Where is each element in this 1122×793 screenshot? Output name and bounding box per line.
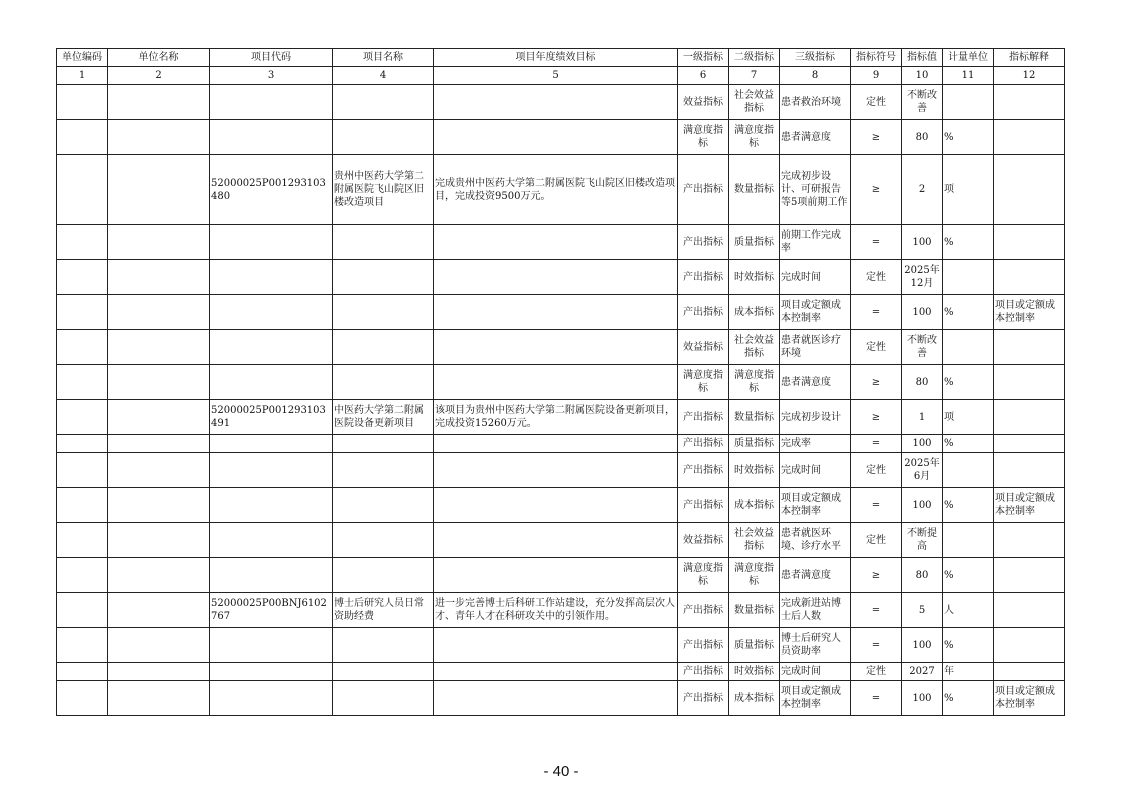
- cell-col-2: [108, 85, 210, 120]
- cell-col-8: 完成时间: [780, 260, 851, 295]
- cell-col-1: [57, 681, 108, 716]
- cell-col-1: [57, 120, 108, 155]
- cell-col-5: [434, 295, 678, 330]
- cell-col-8: 完成时间: [780, 453, 851, 488]
- cell-col-3: [210, 120, 333, 155]
- cell-col-2: [108, 155, 210, 225]
- cell-col-11: %: [943, 225, 994, 260]
- column-number: 1: [57, 67, 108, 85]
- cell-col-12: [994, 155, 1065, 225]
- header-cell: 项目名称: [333, 49, 434, 67]
- cell-col-8: 完成时间: [780, 663, 851, 681]
- cell-col-11: [943, 453, 994, 488]
- header-cell: 二级指标: [729, 49, 780, 67]
- cell-col-10: 100: [902, 295, 943, 330]
- cell-col-5: [434, 453, 678, 488]
- cell-col-3: [210, 260, 333, 295]
- cell-col-4: [333, 558, 434, 593]
- column-number: 8: [780, 67, 851, 85]
- cell-col-5: 完成贵州中医药大学第二附属医院飞山院区旧楼改造项目，完成投资9500万元。: [434, 155, 678, 225]
- table-row: [57, 330, 1065, 365]
- cell-col-11: [943, 85, 994, 120]
- cell-col-12: [994, 85, 1065, 120]
- table-row: [57, 120, 1065, 155]
- cell-col-9: ≥: [851, 558, 902, 593]
- cell-col-2: [108, 120, 210, 155]
- table-row: [57, 663, 1065, 681]
- cell-col-1: [57, 663, 108, 681]
- cell-col-10: 不断改善: [902, 330, 943, 365]
- cell-col-10: 2027: [902, 663, 943, 681]
- cell-col-9: =: [851, 628, 902, 663]
- cell-col-3: 52000025P001293103491: [210, 400, 333, 435]
- column-number: 6: [678, 67, 729, 85]
- cell-col-1: [57, 593, 108, 628]
- cell-col-12: 项目或定额成本控制率: [994, 681, 1065, 716]
- cell-col-11: %: [943, 365, 994, 400]
- cell-col-9: ≥: [851, 155, 902, 225]
- cell-col-9: =: [851, 225, 902, 260]
- table-row: [57, 365, 1065, 400]
- cell-col-10: 80: [902, 365, 943, 400]
- table-row: [57, 225, 1065, 260]
- cell-col-4: 贵州中医药大学第二附属医院飞山院区旧楼改造项目: [333, 155, 434, 225]
- cell-col-10: 2025年6月: [902, 453, 943, 488]
- cell-col-2: [108, 260, 210, 295]
- performance-table: [56, 48, 1065, 716]
- cell-col-1: [57, 155, 108, 225]
- cell-col-10: 100: [902, 488, 943, 523]
- cell-col-12: [994, 120, 1065, 155]
- cell-col-4: [333, 330, 434, 365]
- cell-col-9: 定性: [851, 523, 902, 558]
- cell-col-4: [333, 488, 434, 523]
- cell-col-10: 2: [902, 155, 943, 225]
- cell-col-9: =: [851, 593, 902, 628]
- table-row: [57, 400, 1065, 435]
- column-number: 2: [108, 67, 210, 85]
- cell-col-10: 80: [902, 120, 943, 155]
- cell-col-8: 项目或定额成本控制率: [780, 488, 851, 523]
- cell-col-11: [943, 523, 994, 558]
- cell-col-6: 产出指标: [678, 225, 729, 260]
- cell-col-4: [333, 295, 434, 330]
- cell-col-9: =: [851, 435, 902, 453]
- cell-col-3: [210, 663, 333, 681]
- cell-col-2: [108, 681, 210, 716]
- cell-col-3: [210, 558, 333, 593]
- cell-col-7: 数量指标: [729, 593, 780, 628]
- cell-col-11: 项: [943, 155, 994, 225]
- cell-col-5: [434, 558, 678, 593]
- column-number: 7: [729, 67, 780, 85]
- header-cell: 计量单位: [943, 49, 994, 67]
- cell-col-6: 效益指标: [678, 330, 729, 365]
- cell-col-2: [108, 400, 210, 435]
- cell-col-2: [108, 453, 210, 488]
- cell-col-8: 完成初步设计: [780, 400, 851, 435]
- cell-col-8: 项目或定额成本控制率: [780, 295, 851, 330]
- table-row: [57, 85, 1065, 120]
- cell-col-7: 满意度指标: [729, 365, 780, 400]
- column-number: 5: [434, 67, 678, 85]
- cell-col-11: %: [943, 295, 994, 330]
- cell-col-8: 患者满意度: [780, 120, 851, 155]
- cell-col-11: %: [943, 681, 994, 716]
- cell-col-6: 效益指标: [678, 85, 729, 120]
- cell-col-4: [333, 365, 434, 400]
- cell-col-3: [210, 681, 333, 716]
- cell-col-12: [994, 593, 1065, 628]
- cell-col-12: [994, 365, 1065, 400]
- cell-col-3: [210, 225, 333, 260]
- cell-col-11: %: [943, 488, 994, 523]
- cell-col-3: [210, 295, 333, 330]
- cell-col-10: 5: [902, 593, 943, 628]
- cell-col-5: [434, 365, 678, 400]
- cell-col-11: [943, 260, 994, 295]
- cell-col-4: [333, 681, 434, 716]
- cell-col-10: 100: [902, 225, 943, 260]
- cell-col-6: 产出指标: [678, 400, 729, 435]
- cell-col-9: ≥: [851, 120, 902, 155]
- cell-col-3: [210, 330, 333, 365]
- cell-col-4: [333, 225, 434, 260]
- header-cell: 项目年度绩效目标: [434, 49, 678, 67]
- cell-col-7: 质量指标: [729, 225, 780, 260]
- cell-col-12: [994, 628, 1065, 663]
- cell-col-12: [994, 330, 1065, 365]
- cell-col-5: [434, 85, 678, 120]
- cell-col-4: [333, 260, 434, 295]
- cell-col-7: 成本指标: [729, 488, 780, 523]
- table-row: [57, 155, 1065, 225]
- cell-col-12: [994, 523, 1065, 558]
- cell-col-1: [57, 260, 108, 295]
- cell-col-4: [333, 435, 434, 453]
- cell-col-6: 满意度指标: [678, 558, 729, 593]
- cell-col-1: [57, 365, 108, 400]
- cell-col-9: ≥: [851, 400, 902, 435]
- header-cell: 三级指标: [780, 49, 851, 67]
- cell-col-4: [333, 85, 434, 120]
- header-cell: 一级指标: [678, 49, 729, 67]
- cell-col-4: [333, 120, 434, 155]
- cell-col-7: 质量指标: [729, 435, 780, 453]
- column-number: 12: [994, 67, 1065, 85]
- cell-col-10: 2025年12月: [902, 260, 943, 295]
- cell-col-10: 80: [902, 558, 943, 593]
- header-cell: 单位编码: [57, 49, 108, 67]
- cell-col-9: =: [851, 295, 902, 330]
- cell-col-12: [994, 663, 1065, 681]
- cell-col-12: [994, 400, 1065, 435]
- cell-col-4: 博士后研究人员日常资助经费: [333, 593, 434, 628]
- cell-col-6: 产出指标: [678, 681, 729, 716]
- cell-col-6: 产出指标: [678, 295, 729, 330]
- cell-col-9: =: [851, 681, 902, 716]
- cell-col-12: 项目或定额成本控制率: [994, 295, 1065, 330]
- cell-col-1: [57, 85, 108, 120]
- cell-col-1: [57, 400, 108, 435]
- header-cell: 指标符号: [851, 49, 902, 67]
- cell-col-6: 产出指标: [678, 663, 729, 681]
- table-row: [57, 593, 1065, 628]
- table-row: [57, 523, 1065, 558]
- cell-col-1: [57, 558, 108, 593]
- cell-col-3: [210, 453, 333, 488]
- header-cell: 项目代码: [210, 49, 333, 67]
- cell-col-7: 数量指标: [729, 155, 780, 225]
- cell-col-5: [434, 523, 678, 558]
- cell-col-2: [108, 628, 210, 663]
- cell-col-12: [994, 225, 1065, 260]
- cell-col-11: %: [943, 120, 994, 155]
- cell-col-4: [333, 523, 434, 558]
- page-number: - 40 -: [543, 763, 579, 780]
- cell-col-2: [108, 558, 210, 593]
- table-row: [57, 558, 1065, 593]
- column-number-row: [57, 67, 1065, 85]
- cell-col-1: [57, 453, 108, 488]
- cell-col-2: [108, 593, 210, 628]
- cell-col-3: [210, 488, 333, 523]
- cell-col-11: [943, 330, 994, 365]
- cell-col-9: 定性: [851, 663, 902, 681]
- cell-col-2: [108, 488, 210, 523]
- cell-col-9: 定性: [851, 453, 902, 488]
- cell-col-7: 社会效益指标: [729, 523, 780, 558]
- cell-col-8: 患者救治环境: [780, 85, 851, 120]
- cell-col-7: 时效指标: [729, 260, 780, 295]
- cell-col-12: [994, 453, 1065, 488]
- column-number: 4: [333, 67, 434, 85]
- cell-col-7: 满意度指标: [729, 558, 780, 593]
- cell-col-3: [210, 85, 333, 120]
- cell-col-3: [210, 435, 333, 453]
- cell-col-3: [210, 628, 333, 663]
- table-row: [57, 260, 1065, 295]
- cell-col-3: [210, 523, 333, 558]
- cell-col-2: [108, 435, 210, 453]
- cell-col-1: [57, 488, 108, 523]
- cell-col-5: [434, 663, 678, 681]
- cell-col-4: [333, 663, 434, 681]
- cell-col-8: 患者就医诊疗环境: [780, 330, 851, 365]
- cell-col-5: [434, 225, 678, 260]
- table-row: [57, 453, 1065, 488]
- cell-col-7: 数量指标: [729, 400, 780, 435]
- cell-col-11: 项: [943, 400, 994, 435]
- table-row: [57, 628, 1065, 663]
- header-cell: 指标解释: [994, 49, 1065, 67]
- cell-col-7: 满意度指标: [729, 120, 780, 155]
- cell-col-2: [108, 225, 210, 260]
- cell-col-5: 进一步完善博士后科研工作站建设，充分发挥高层次人才、青年人才在科研攻关中的引领作用。: [434, 593, 678, 628]
- cell-col-12: [994, 558, 1065, 593]
- cell-col-3: 52000025P001293103480: [210, 155, 333, 225]
- cell-col-5: [434, 488, 678, 523]
- cell-col-8: 患者满意度: [780, 365, 851, 400]
- cell-col-2: [108, 330, 210, 365]
- cell-col-11: %: [943, 558, 994, 593]
- column-number: 10: [902, 67, 943, 85]
- cell-col-8: 完成率: [780, 435, 851, 453]
- cell-col-9: ≥: [851, 365, 902, 400]
- cell-col-6: 产出指标: [678, 155, 729, 225]
- cell-col-4: [333, 628, 434, 663]
- cell-col-12: [994, 435, 1065, 453]
- cell-col-4: 中医药大学第二附属医院设备更新项目: [333, 400, 434, 435]
- table-row: [57, 295, 1065, 330]
- cell-col-1: [57, 628, 108, 663]
- header-row: [57, 49, 1065, 67]
- column-number: 11: [943, 67, 994, 85]
- cell-col-6: 产出指标: [678, 453, 729, 488]
- cell-col-8: 患者满意度: [780, 558, 851, 593]
- cell-col-8: 完成新进站博士后人数: [780, 593, 851, 628]
- table-body: [57, 85, 1065, 716]
- cell-col-4: [333, 453, 434, 488]
- cell-col-10: 100: [902, 681, 943, 716]
- cell-col-7: 时效指标: [729, 663, 780, 681]
- cell-col-2: [108, 663, 210, 681]
- cell-col-7: 成本指标: [729, 681, 780, 716]
- cell-col-5: [434, 260, 678, 295]
- cell-col-6: 产出指标: [678, 593, 729, 628]
- cell-col-12: 项目或定额成本控制率: [994, 488, 1065, 523]
- cell-col-7: 时效指标: [729, 453, 780, 488]
- cell-col-1: [57, 435, 108, 453]
- cell-col-5: [434, 330, 678, 365]
- header-cell: 单位名称: [108, 49, 210, 67]
- cell-col-3: [210, 365, 333, 400]
- cell-col-10: 1: [902, 400, 943, 435]
- cell-col-6: 产出指标: [678, 435, 729, 453]
- cell-col-8: 博士后研究人员资助率: [780, 628, 851, 663]
- cell-col-7: 质量指标: [729, 628, 780, 663]
- table-row: [57, 435, 1065, 453]
- cell-col-5: [434, 120, 678, 155]
- cell-col-9: =: [851, 488, 902, 523]
- cell-col-6: 产出指标: [678, 488, 729, 523]
- cell-col-11: %: [943, 435, 994, 453]
- cell-col-8: 完成初步设计、可研报告等5项前期工作: [780, 155, 851, 225]
- cell-col-5: [434, 628, 678, 663]
- cell-col-9: 定性: [851, 330, 902, 365]
- cell-col-7: 社会效益指标: [729, 330, 780, 365]
- cell-col-2: [108, 365, 210, 400]
- cell-col-8: 项目或定额成本控制率: [780, 681, 851, 716]
- cell-col-10: 不断提高: [902, 523, 943, 558]
- cell-col-11: 人: [943, 593, 994, 628]
- cell-col-7: 成本指标: [729, 295, 780, 330]
- cell-col-1: [57, 225, 108, 260]
- cell-col-5: [434, 681, 678, 716]
- cell-col-8: 患者就医环境、诊疗水平: [780, 523, 851, 558]
- cell-col-11: %: [943, 628, 994, 663]
- cell-col-6: 产出指标: [678, 260, 729, 295]
- cell-col-2: [108, 295, 210, 330]
- cell-col-5: 该项目为贵州中医药大学第二附属医院设备更新项目，完成投资15260万元。: [434, 400, 678, 435]
- cell-col-11: 年: [943, 663, 994, 681]
- cell-col-7: 社会效益指标: [729, 85, 780, 120]
- cell-col-1: [57, 295, 108, 330]
- cell-col-6: 满意度指标: [678, 365, 729, 400]
- cell-col-9: 定性: [851, 85, 902, 120]
- header-cell: 指标值: [902, 49, 943, 67]
- table-row: [57, 681, 1065, 716]
- column-number: 9: [851, 67, 902, 85]
- column-number: 3: [210, 67, 333, 85]
- cell-col-1: [57, 523, 108, 558]
- cell-col-12: [994, 260, 1065, 295]
- cell-col-6: 满意度指标: [678, 120, 729, 155]
- cell-col-1: [57, 330, 108, 365]
- cell-col-3: 52000025P00BNJ6102767: [210, 593, 333, 628]
- cell-col-10: 100: [902, 435, 943, 453]
- cell-col-5: [434, 435, 678, 453]
- cell-col-9: 定性: [851, 260, 902, 295]
- cell-col-10: 100: [902, 628, 943, 663]
- cell-col-6: 效益指标: [678, 523, 729, 558]
- table-row: [57, 488, 1065, 523]
- cell-col-10: 不断改善: [902, 85, 943, 120]
- cell-col-2: [108, 523, 210, 558]
- cell-col-6: 产出指标: [678, 628, 729, 663]
- cell-col-8: 前期工作完成率: [780, 225, 851, 260]
